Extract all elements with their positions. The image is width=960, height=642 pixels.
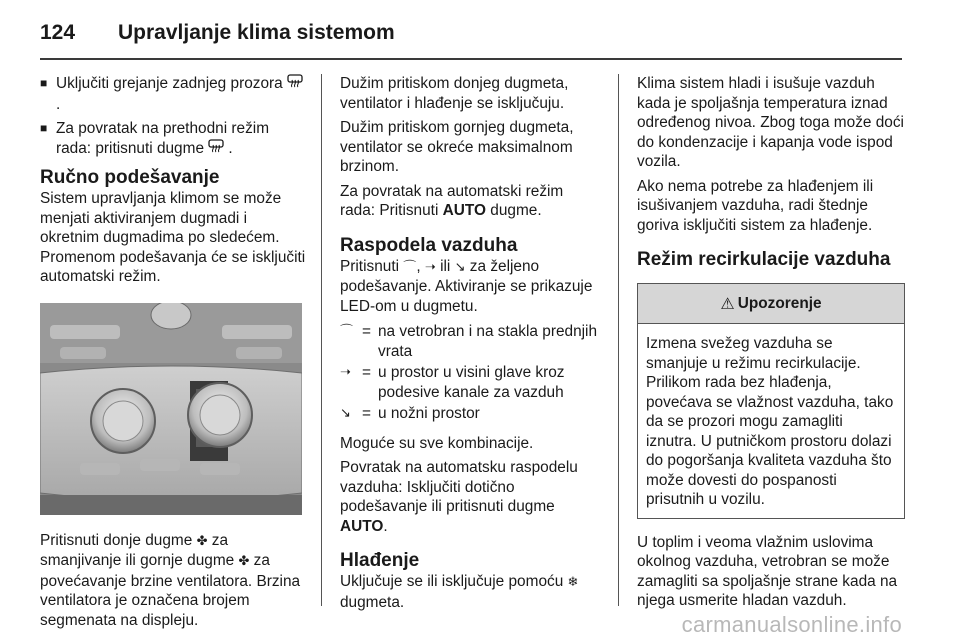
rear-window-heat-icon bbox=[287, 77, 303, 92]
column-3 bbox=[637, 74, 905, 616]
bullet-return-previous: ■ Za povratak na prethodni režim rada: pritisnuti dugme . bbox=[40, 119, 308, 159]
warning-triangle-icon: ⚠ bbox=[720, 293, 735, 313]
return-auto-paragraph: Za povratak na automatski režim rada: Pritisnuti AUTO dugme. bbox=[340, 182, 564, 219]
fuel-saving-paragraph: Ako nema potrebe za hlađenjem ili isušivanjem vazduha, radi štednje goriva isključiti sistem za hlađenje. bbox=[637, 177, 874, 234]
climate-control-panel-photo bbox=[40, 303, 302, 515]
column-1 bbox=[40, 74, 308, 635]
footwell-airflow-icon: ↘ bbox=[340, 406, 351, 421]
bullet-text: Za povratak na prethodni režim rada: pritisnuti dugme bbox=[56, 120, 270, 157]
warning-title: Upozorenje bbox=[737, 294, 822, 312]
page-number: 124 bbox=[40, 21, 76, 44]
definition-row: ⌒ = na vetrobran i na stakla prednjih vrata bbox=[340, 323, 598, 360]
definition-row: ➝ = u prostor u visini glave kroz podesive kanale za vazduh bbox=[340, 364, 565, 401]
bullet-text: Uključiti grejanje zadnjeg prozora bbox=[56, 75, 283, 92]
windscreen-airflow-icon: ⌒ bbox=[340, 324, 354, 339]
definition-row: ↘ = u nožni prostor bbox=[340, 405, 480, 422]
windscreen-airflow-icon: ⌒ bbox=[403, 259, 417, 275]
page-header bbox=[40, 18, 395, 48]
header-rule bbox=[40, 58, 902, 60]
snowflake-icon: ❄ bbox=[567, 575, 579, 590]
section-heading-manual: Ručno podešavanje bbox=[40, 167, 220, 188]
bullet-marker: ■ bbox=[40, 121, 48, 135]
page-title: Upravljanje klima sistemom bbox=[118, 21, 395, 44]
warning-box bbox=[637, 283, 905, 519]
rear-window-heat-icon bbox=[208, 142, 228, 157]
combinations-paragraph: Moguće su sve kombinacije. bbox=[340, 434, 534, 452]
section-heading-recirculation: Režim recirkulacije vazduha bbox=[637, 249, 891, 270]
section-heading-cooling: Hlađenje bbox=[340, 550, 420, 571]
watermark: carmanualsonline.info bbox=[681, 612, 902, 637]
auto-label: AUTO bbox=[442, 202, 486, 219]
head-level-airflow-icon: ➝ bbox=[424, 259, 436, 275]
manual-intro-paragraph: Sistem upravljanja klimom se može menjati aktiviranjem dugmadi i okretnim dugmadima po sledećem. Promenom podešavanja će se isključiti automatski režim. bbox=[40, 190, 306, 285]
return-auto-distribution-paragraph: Povratak na automatsku raspodelu vazduha: Isključiti dotično podešavanje ili pritisnuti dugme AUTO. bbox=[340, 459, 578, 535]
auto-label: AUTO bbox=[340, 517, 384, 535]
fan-speed-paragraph: Pritisnuti donje dugme ✤ za smanjivanje ili gornje dugme ✤ za povećavanje brzine ventilatora. Brzina ventilatora je označena brojem segmenata na displeju. bbox=[40, 531, 301, 629]
warning-header bbox=[638, 284, 904, 324]
fan-icon: ✤ bbox=[238, 554, 250, 569]
airflow-definition-list bbox=[340, 322, 602, 424]
bullet-marker: ■ bbox=[40, 76, 48, 90]
section-heading-air-distribution: Raspodela vazduha bbox=[340, 234, 518, 256]
long-press-upper-paragraph: Dužim pritiskom gornjeg dugmeta, ventilator se okreće maksimalnom brzinom. bbox=[340, 119, 574, 175]
cooling-explanation-paragraph: Klima sistem hladi i isušuje vazduh kada je spoljašnja temperatura iznad određenog nivoa. Zbog toga može doći do kondenzacije i kapanja vode ispod vozila. bbox=[637, 75, 904, 170]
fan-icon: ✤ bbox=[196, 533, 208, 549]
footwell-airflow-icon: ↘ bbox=[454, 259, 466, 275]
bullet-rear-heat-on: ■ Uključiti grejanje zadnjeg prozora . bbox=[40, 74, 308, 114]
column-divider-1 bbox=[321, 74, 322, 606]
air-distribution-paragraph: Pritisnuti ⌒, ➝ ili ↘ za željeno podešavanje. Aktiviranje se prikazuje LED-om u dugmetu. bbox=[340, 257, 593, 315]
humid-conditions-paragraph: U toplim i veoma vlažnim uslovima okolnog vazduha, vetrobran se može zamagliti sa spoljašnje strane kada na njega usmerite hladan vazduh. bbox=[637, 533, 898, 609]
head-level-airflow-icon: ➝ bbox=[340, 365, 351, 380]
warning-text: Izmena svežeg vazduha se smanjuje u režimu recirkulacije. Prilikom rada bez hlađenja, povećava se vlažnost vazduha, tako da se prozori mogu zamagliti iznutra. U putničkom prostoru dolazi do pogoršanja kvaliteta vazduha što može dovesti do pospanosti prisutnih u vozilu. bbox=[646, 335, 894, 508]
long-press-lower-paragraph: Dužim pritiskom donjeg dugmeta, ventilator i hlađenje se isključuju. bbox=[340, 75, 569, 112]
column-divider-2 bbox=[618, 74, 619, 606]
cooling-paragraph: Uključuje se ili isključuje pomoću ❄ dugmeta. bbox=[340, 573, 579, 611]
column-2 bbox=[340, 74, 602, 617]
